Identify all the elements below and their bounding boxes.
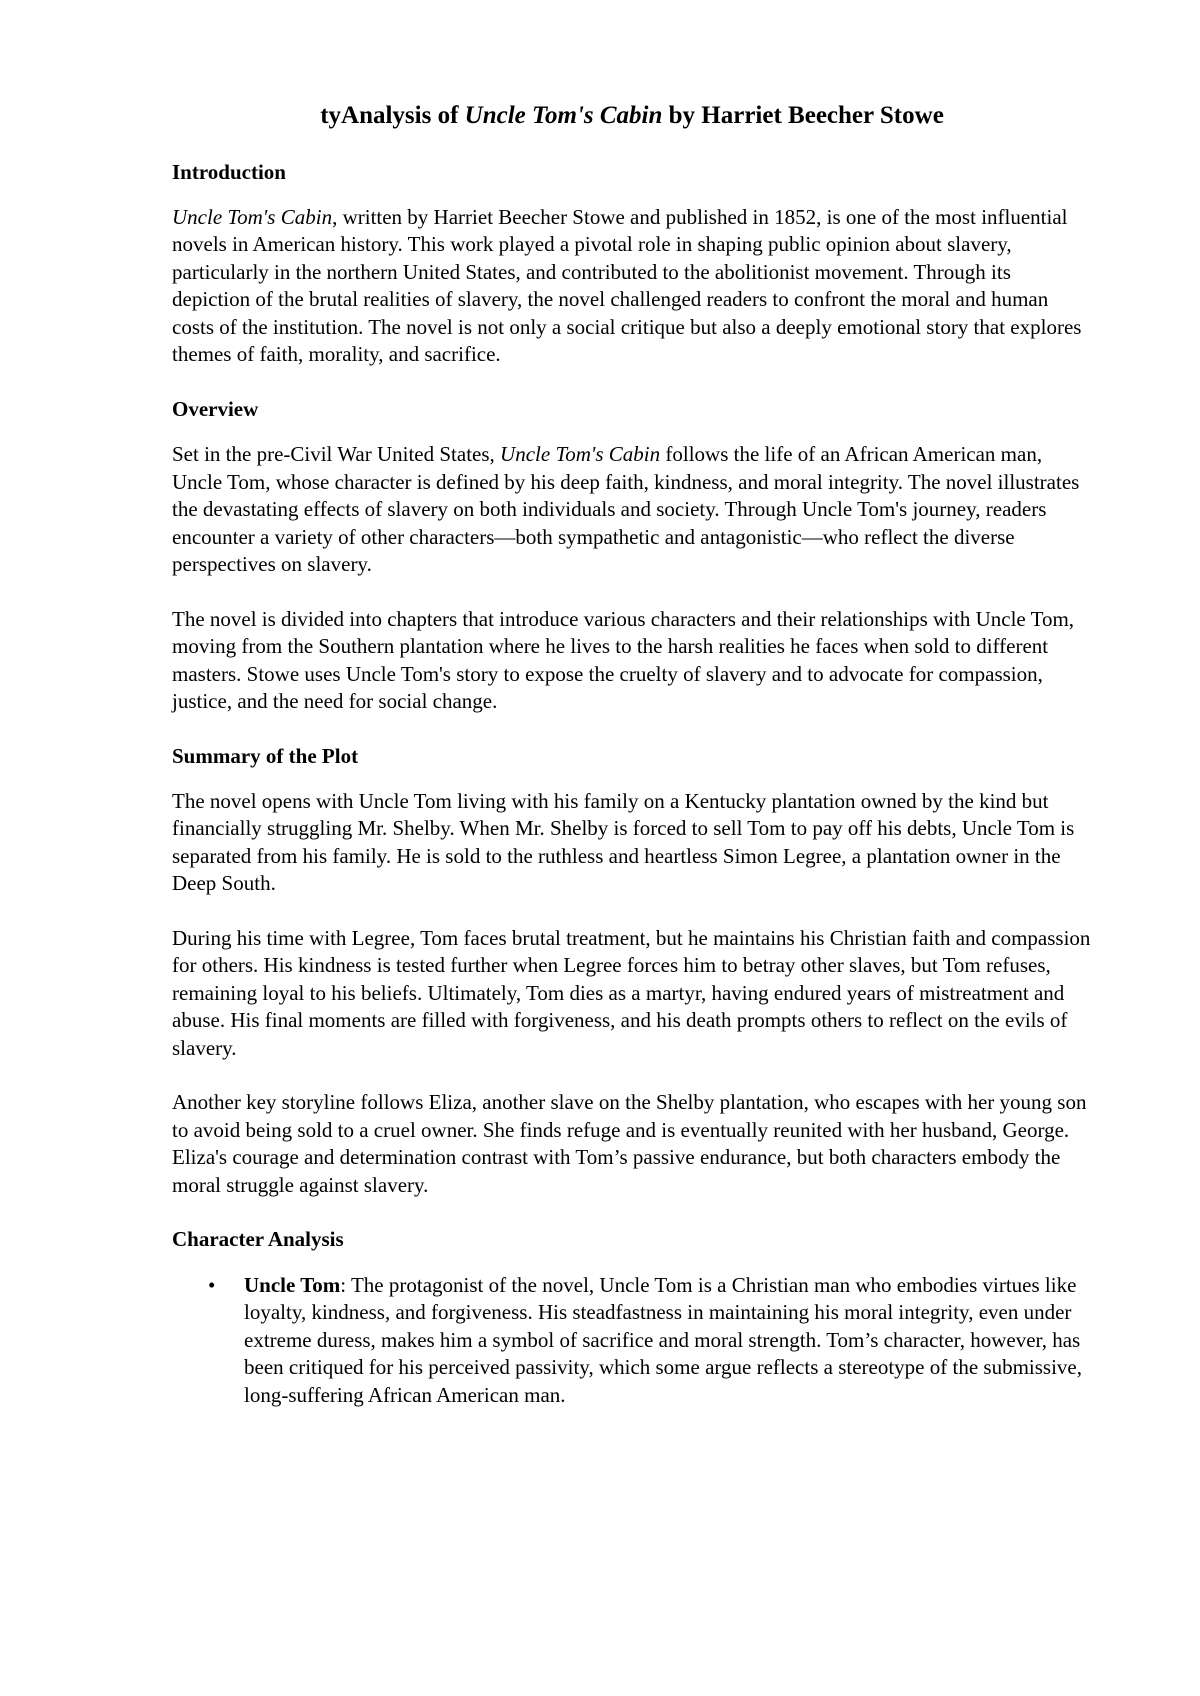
heading-plot-summary: Summary of the Plot: [172, 743, 359, 768]
bullet-icon: •: [208, 1272, 216, 1297]
heading-character-analysis: Character Analysis: [172, 1227, 344, 1252]
title-book-name: Uncle Tom's Cabin: [464, 102, 663, 129]
document-title: [172, 100, 1092, 133]
heading-overview: Overview: [172, 396, 259, 421]
character-description: : The protagonist of the novel, Uncle Tom is a Christian man who embodies virtues like loyalty, kindness, and forgiveness. His steadfastness in maintaining his moral integrity, even under extreme duress, makes him a symbol of sacrifice and moral strength. Tom’s character, however, has been critiqued for his perceived passivity, which some argue reflects a stereotype of the submissive, long-suffering African American man.: [244, 1272, 1082, 1407]
character-name: Uncle Tom: [244, 1272, 341, 1297]
title-prefix: tyAnalysis of: [320, 102, 465, 129]
overview-text-after: follows the life of an African American man, Uncle Tom, whose character is defined by his deep faith, kindness, and moral integrity. The novel illustrates the devastating effects of slavery on both individuals and society. Through Uncle Tom's journey, readers encounter a variety of other characters—both sympathetic and antagonistic—who reflect the diverse perspectives on slavery.: [172, 442, 1080, 576]
intro-book-name: Uncle Tom's Cabin: [172, 204, 333, 229]
plot-paragraph-3: Another key storyline follows Eliza, another slave on the Shelby plantation, who escapes with her young son to avoid being sold to a cruel owner. She finds refuge and is eventually reunited with her husband, George. Eliza's courage and determination contrast with Tom’s passive endurance, but both characters embody the moral struggle against slavery.: [172, 1090, 1087, 1197]
overview-paragraph-2: The novel is divided into chapters that introduce various characters and their relationships with Uncle Tom, moving from the Southern plantation where he lives to the harsh realities he faces when sold to different masters. Stowe uses Uncle Tom's story to expose the cruelty of slavery and to advocate for compassion, justice, and the need for social change.: [172, 606, 1075, 713]
character-list: [172, 1272, 1092, 1410]
document-page: [172, 100, 1092, 1409]
heading-introduction: Introduction: [172, 159, 286, 184]
overview-book-name: Uncle Tom's Cabin: [500, 442, 661, 466]
title-suffix: by Harriet Beecher Stowe: [662, 102, 944, 129]
plot-paragraph-2: During his time with Legree, Tom faces brutal treatment, but he maintains his Christian faith and compassion for others. His kindness is tested further when Legree forces him to betray other slaves, but Tom refuses, remaining loyal to his beliefs. Ultimately, Tom dies as a martyr, having endured years of mistreatment and abuse. His final moments are filled with forgiveness, and his death prompts others to reflect on the evils of slavery.: [172, 925, 1091, 1060]
intro-text: , written by Harriet Beecher Stowe and published in 1852, is one of the most influential novels in American history. This work played a pivotal role in shaping public opinion about slavery, particularly in the northern United States, and contributed to the abolitionist movement. Through its depiction of the brutal realities of slavery, the novel challenged readers to confront the moral and human costs of the institution. The novel is not only a social critique but also a deeply emotional story that explores themes of faith, morality, and sacrifice.: [172, 204, 1082, 367]
overview-text-before: Set in the pre-Civil War United States,: [172, 442, 501, 466]
overview-paragraph-1: [172, 441, 1092, 579]
list-item: [208, 1272, 1092, 1410]
plot-paragraph-1: The novel opens with Uncle Tom living with his family on a Kentucky plantation owned by the kind but financially struggling Mr. Shelby. When Mr. Shelby is forced to sell Tom to pay off his debts, Uncle Tom is separated from his family. He is sold to the ruthless and heartless Simon Legree, a plantation owner in the Deep South.: [172, 788, 1075, 896]
introduction-paragraph: [172, 204, 1092, 369]
